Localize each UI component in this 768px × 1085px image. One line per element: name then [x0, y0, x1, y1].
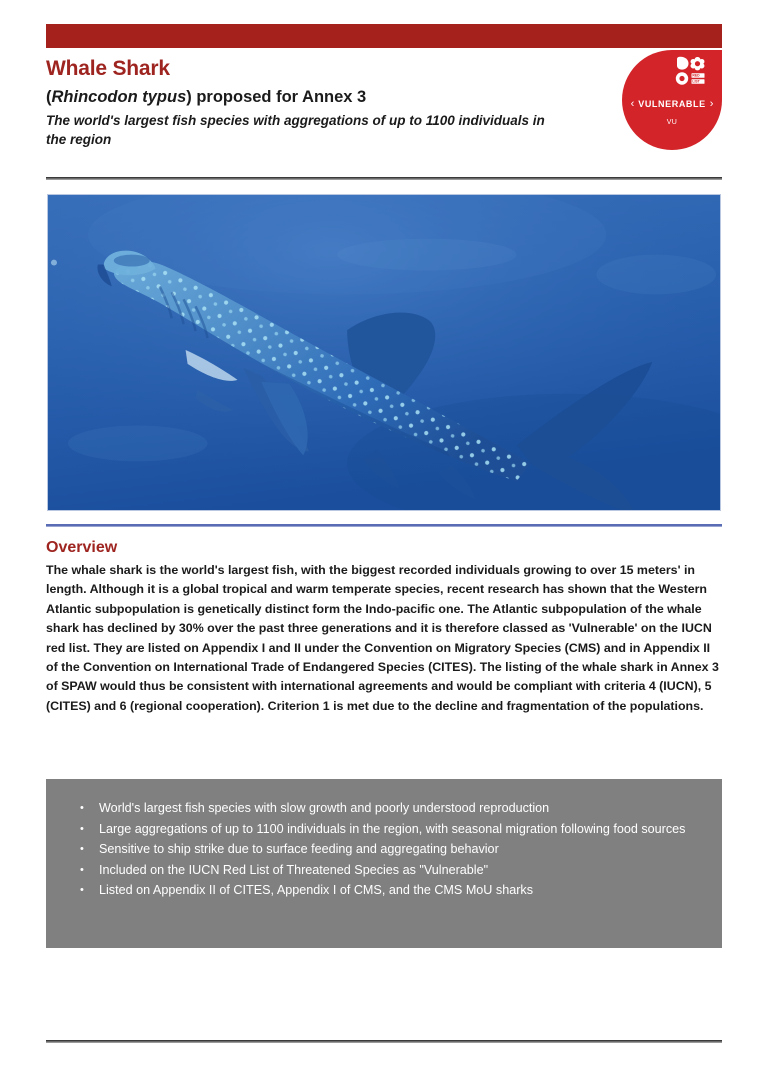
- document-header: [46, 56, 606, 149]
- list-item: • Listed on Appendix II of CITES, Appendix I of CMS, and the CMS MoU sharks: [72, 881, 696, 901]
- footer-divider: [46, 1040, 722, 1043]
- list-item: • Sensitive to ship strike due to surface feeding and aggregating behavior: [72, 840, 696, 860]
- scientific-name: Rhincodon typus: [51, 88, 187, 106]
- status-badge: [622, 50, 722, 150]
- proposal-suffix: ) proposed for Annex 3: [186, 88, 367, 106]
- chevron-right-icon: ›: [709, 98, 714, 110]
- hero-photo: [47, 194, 721, 511]
- page-title: Whale Shark: [46, 57, 170, 80]
- highlights-list: [72, 799, 696, 901]
- svg-text:RED: RED: [692, 73, 700, 78]
- highlights-box: [46, 779, 722, 948]
- paren-open: (: [46, 88, 52, 106]
- tagline: The world's largest fish species with aggregations of up to 1100 individuals in the region: [46, 113, 545, 147]
- iucn-red-list-logo-icon: [675, 56, 715, 86]
- list-item: • World's largest fish species with slow growth and poorly understood reproduction: [72, 799, 696, 819]
- header-divider: [46, 177, 722, 180]
- status-badge-code: VU: [666, 119, 678, 126]
- overview-body: The whale shark is the world's largest fish, with the biggest recorded individuals growing to over 15 meters' in length. Although it is a global tropical and warm temperate species, recent research has shown that the Western Atlantic subpopulation is genetically distinct form the Indo-pacific one. The Atlantic subpopulation of the whale shark has declined by 30% over the past three generations and it is therefore classed as 'Vulnerable' on the IUCN red list. They are listed on Appendix I and II under the Convention on Migratory Species (CMS) and in Appendix II of the Convention on International Trade of Endangered Species (CITES). The listing of the whale shark in Annex 3 of SPAW would thus be consistent with international agreements and would be compliant with criteria 4 (IUCN), 5 (CITES) and 6 (regional cooperation). Criterion 1 is met due to the decline and fragmentation of the populations.: [46, 563, 719, 713]
- top-red-banner: [46, 24, 722, 48]
- overview-divider: [46, 524, 722, 527]
- overview-heading: Overview: [46, 539, 118, 556]
- proposal-line: [46, 86, 606, 108]
- chevron-left-icon: ‹: [630, 98, 635, 110]
- list-item: • Large aggregations of up to 1100 individuals in the region, with seasonal migration following food sources: [72, 820, 696, 840]
- list-item: • Included on the IUCN Red List of Threatened Species as "Vulnerable": [72, 861, 696, 881]
- status-badge-label-row: [622, 99, 722, 110]
- svg-text:LIST: LIST: [692, 79, 700, 84]
- status-badge-label: VULNERABLE: [638, 99, 706, 109]
